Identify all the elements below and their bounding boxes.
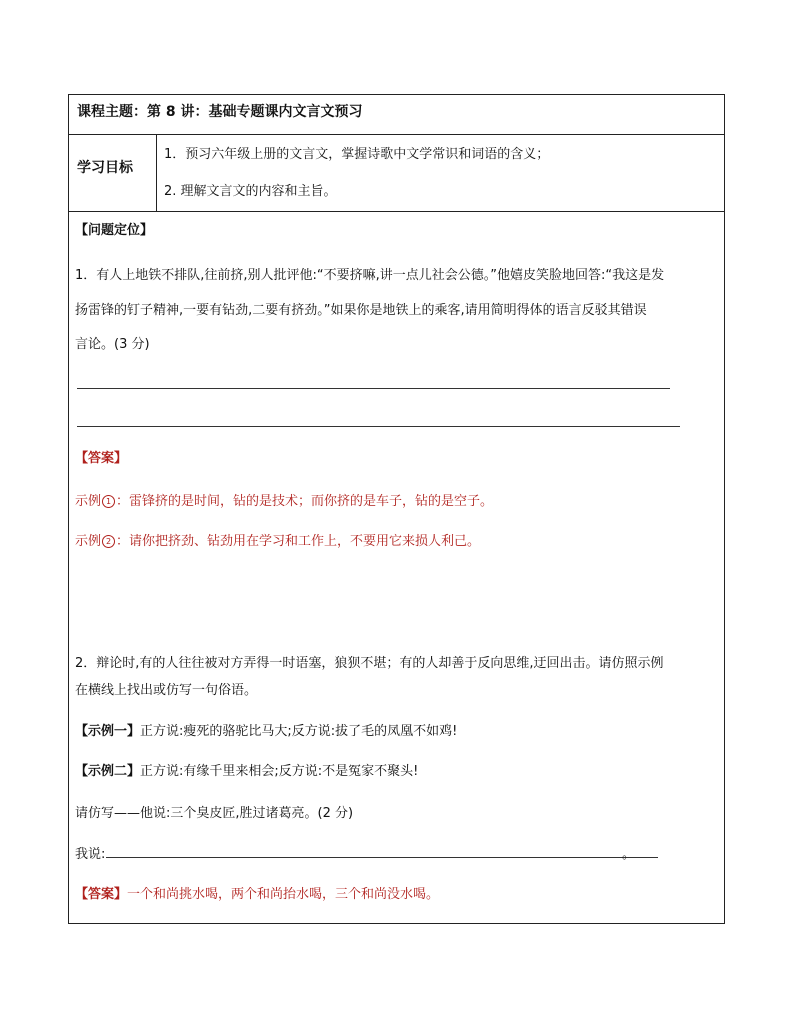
q2-end-mark: 。 xyxy=(622,847,636,862)
q2-example-2-label: 【示例二】 xyxy=(75,764,141,779)
q2-example-2-text: 正方说:有缘千里来相会;反方说:不是冤家不聚头! xyxy=(140,764,419,779)
q1-example-1-prefix: 示例 xyxy=(75,494,102,509)
circled-number-2: 2 xyxy=(102,535,115,548)
q1-answer-line-2[interactable] xyxy=(77,426,680,427)
q1-example-2-prefix: 示例 xyxy=(75,534,102,549)
q2-prompt: 请仿写——他说:三个臭皮匠,胜过诸葛亮。(2 分) xyxy=(75,806,354,821)
q2-answer-label: 【答案】 xyxy=(75,887,128,902)
goals-label-cell xyxy=(69,135,157,211)
q2-example-1-label: 【示例一】 xyxy=(75,724,141,739)
q1-answer-line-1[interactable] xyxy=(77,388,670,389)
q2-line-1: 2．辩论时,有的人往往被对方弄得一时语塞，狼狈不堪；有的人却善于反向思维,迂回出击。请仿照示例 xyxy=(75,656,664,671)
section-heading: 【问题定位】 xyxy=(75,223,154,238)
q2-example-1-text: 正方说:瘦死的骆驼比马大;反方说:拔了毛的凤凰不如鸡! xyxy=(140,724,458,739)
q1-example-2-text: ：请你把挤劲、钻劲用在学习和工作上，不要用它来损人利己。 xyxy=(116,534,481,549)
q1-example-2 xyxy=(75,530,480,549)
goal-item-1: 1．预习六年级上册的文言文，掌握诗歌中文学常识和词语的含义； xyxy=(164,147,550,162)
circled-number-1: 1 xyxy=(102,495,115,508)
q1-line-3: 言论。(3 分) xyxy=(75,337,150,352)
q1-answer-label: 【答案】 xyxy=(75,451,128,466)
goals-row xyxy=(69,135,724,212)
lesson-table xyxy=(68,94,725,924)
q2-example-2 xyxy=(75,760,418,779)
q1-example-1 xyxy=(75,490,493,509)
q1-example-1-text: ：雷锋挤的是时间，钻的是技术；而你挤的是车子，钻的是空子。 xyxy=(116,494,494,509)
q1-line-1: 1．有人上地铁不排队,往前挤,别人批评他:“不要挤嘛,讲一点儿社会公德。”他嬉皮笑脸地回答:“我这是发 xyxy=(75,268,665,283)
title-row xyxy=(69,95,724,135)
q2-answer-line[interactable] xyxy=(106,857,658,858)
q2-line-2: 在横线上找出或仿写一句俗语。 xyxy=(75,683,258,698)
q2-example-1 xyxy=(75,720,457,739)
goal-item-2: 2. 理解文言文的内容和主旨。 xyxy=(164,184,337,199)
q1-line-2: 扬雷锋的钉子精神,一要有钻劲,二要有挤劲。”如果你是地铁上的乘客,请用简明得体的语言反驳其错误 xyxy=(75,303,647,318)
lesson-title: 课程主题：第 8 讲：基础专题课内文言文预习 xyxy=(77,104,363,120)
goals-label: 学习目标 xyxy=(77,160,133,176)
q2-answer-text: 一个和尚挑水喝，两个和尚抬水喝，三个和尚没水喝。 xyxy=(127,887,440,902)
q2-answer xyxy=(75,883,439,902)
q2-me-label: 我说: xyxy=(75,847,106,862)
